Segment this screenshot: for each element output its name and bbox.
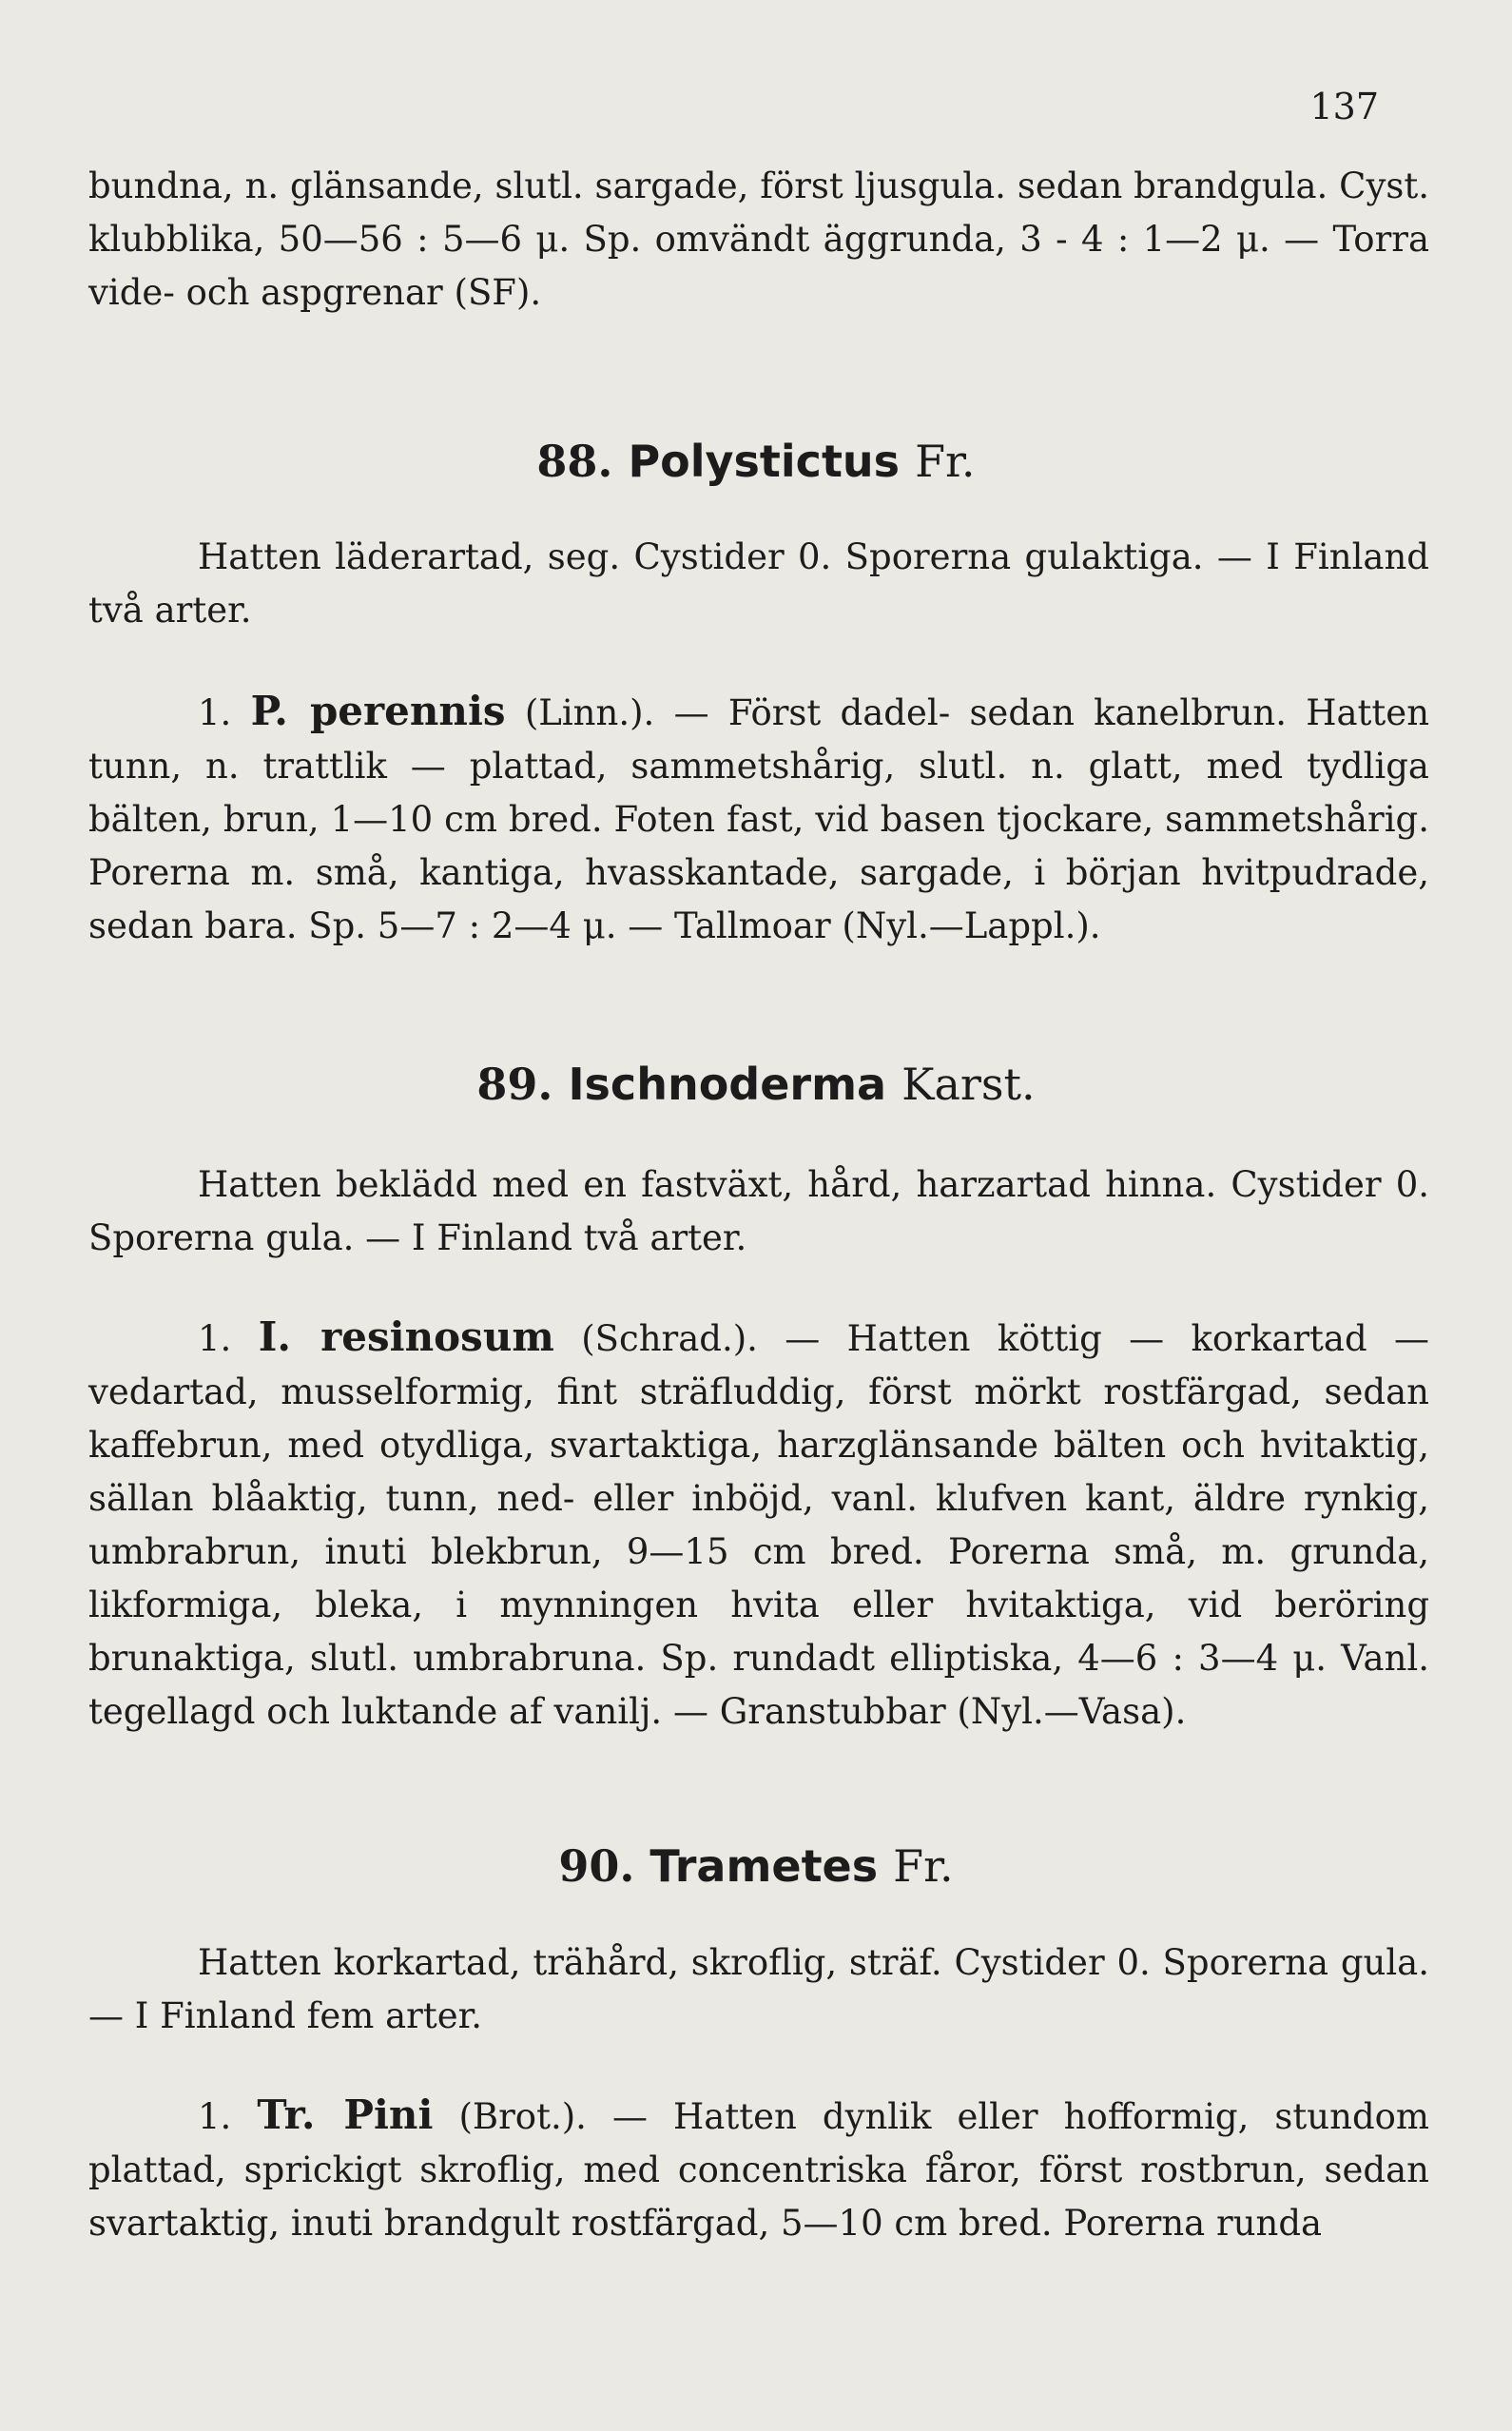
species-author: (Schrad.).	[581, 1318, 758, 1359]
species-entry	[88, 1311, 1429, 1739]
genus-author: Karst.	[901, 1059, 1036, 1110]
genus-name: Trametes	[649, 1840, 879, 1892]
species-name: Tr. Pini	[257, 2091, 434, 2138]
genus-description	[88, 1158, 1429, 1265]
species-number: 1.	[198, 2096, 232, 2137]
page-number: 137	[1309, 86, 1379, 127]
species-entry	[88, 2089, 1429, 2250]
section-number: 90.	[558, 1840, 635, 1892]
species-entry	[88, 685, 1429, 953]
intro-line: Torra vide- och aspgrenar (SF).	[88, 219, 1429, 313]
species-number: 1.	[198, 692, 232, 733]
intro-paragraph	[88, 160, 1429, 320]
species-author: (Linn.).	[524, 692, 655, 733]
section-heading-polystictus	[0, 433, 1512, 490]
section-heading-trametes	[0, 1838, 1512, 1895]
species-text: — Först dadel- sedan kanelbrun. Hatten tunn, n. trattlik — plattad, sammetshårig, slutl. n. glatt, med tydliga bälten, brun, 1—10 cm bred. Foten fast, vid basen tjockare, sammetshårig. Porerna m. små, kantiga, hvasskantade, sargade, i början hvitpudrade, sedan bara. Sp. 5—7 : 2—4 μ. — Tallmoar (Nyl.—Lappl.).	[88, 692, 1430, 946]
genus-author: Fr.	[915, 436, 976, 487]
species-name: P. perennis	[250, 688, 506, 734]
genus-description-text: Hatten läderartad, seg. Cystider 0. Sporerna gulaktiga. — I Finland två arter.	[88, 536, 1429, 631]
section-number: 89.	[476, 1059, 553, 1110]
species-author: (Brot.).	[458, 2096, 587, 2137]
section-heading-ischnoderma	[0, 1056, 1512, 1113]
genus-description-text: Hatten korkartad, trähård, skroflig, sträf. Cystider 0. Sporerna gula. — I Finland fem arter.	[88, 1942, 1429, 2036]
genus-description	[88, 1936, 1429, 2043]
section-number: 88.	[536, 436, 613, 487]
genus-name: Ischnoderma	[568, 1059, 887, 1110]
species-name: I. resinosum	[258, 1313, 554, 1360]
intro-line: klubblika, 50—56 : 5—6 μ. Sp. omvändt äggrunda, 3 - 4 : 1—2 μ. —	[88, 219, 1320, 260]
intro-line: bundna, n. glänsande, slutl. sargade, först ljusgula. sedan brandgula. Cyst.	[88, 165, 1429, 206]
species-text: — Hatten köttig — korkartad — vedartad, musselformig, fint sträfluddig, först mörkt rostfärgad, sedan kaffebrun, med otydliga, svartaktiga, harzglänsande bälten och hvitaktig, sällan blåaktig, tunn, ned- eller inböjd, vanl. klufven kant, äldre rynkig, umbrabrun, inuti blekbrun, 9—15 cm bred. Porerna små, m. grunda, likformiga, bleka, i mynningen hvita eller hvitaktiga, vid beröring brunaktiga, slutl. umbrabruna. Sp. rundadt elliptiska, 4—6 : 3—4 μ. Vanl. tegellagd och luktande af vanilj. — Granstubbar (Nyl.—Vasa).	[88, 1318, 1430, 1732]
genus-description-text: Hatten beklädd med en fastväxt, hård, harzartad hinna. Cystider 0. Sporerna gula. — I Finland två arter.	[88, 1164, 1429, 1258]
species-text: — Hatten dynlik eller hofformig, stundom plattad, sprickigt skroflig, med concentriska fåror, först rostbrun, sedan svartaktig, inuti brandgult rostfärgad, 5—10 cm bred. Porerna runda	[88, 2096, 1429, 2244]
genus-author: Fr.	[893, 1840, 954, 1892]
genus-description	[88, 531, 1429, 637]
species-number: 1.	[198, 1318, 232, 1359]
genus-name: Polystictus	[628, 436, 901, 487]
